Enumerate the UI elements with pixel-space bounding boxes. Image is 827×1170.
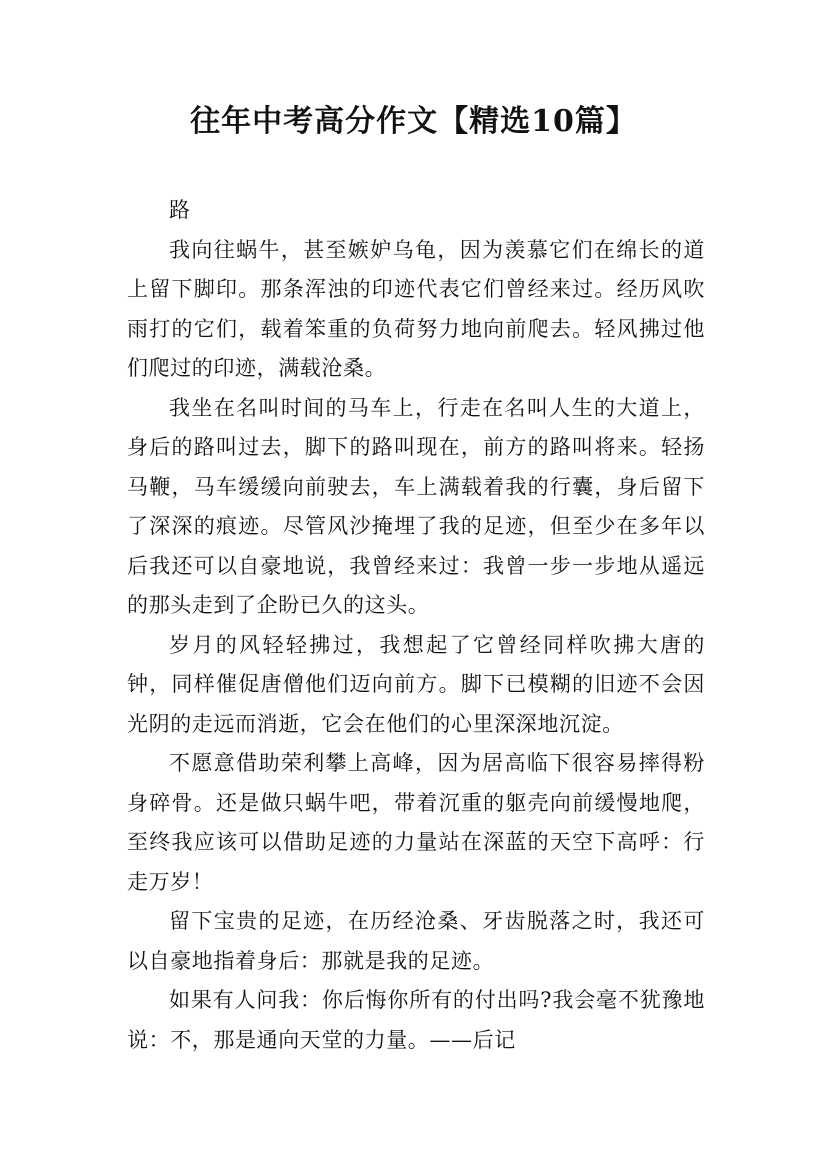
essay-subtitle: 路 [169,198,191,222]
document-title: 往年中考高分作文【精选10篇】 [190,104,637,139]
paragraph: 留下宝贵的足迹，在历经沧桑、牙齿脱落之时，我还可以自豪地指着身后：那就是我的足迹。 [127,909,705,973]
paragraph: 如果有人问我：你后悔你所有的付出吗?我会毫不犹豫地说：不，那是通向天堂的力量。——后记 [127,988,705,1052]
paragraph: 岁月的风轻轻拂过，我想起了它曾经同样吹拂大唐的钟，同样催促唐僧他们迈向前方。脚下已模糊的旧迹不会因光阴的走远而消逝，它会在他们的心里深深地沉淀。 [127,632,705,736]
paragraph: 我坐在名叫时间的马车上，行走在名叫人生的大道上，身后的路叫过去，脚下的路叫现在，前方的路叫将来。轻扬马鞭，马车缓缓向前驶去，车上满载着我的行囊，身后留下了深深的痕迹。尽管风沙掩埋了我的足迹，但至少在多年以后我还可以自豪地说，我曾经来过：我曾一步一步地从遥远的那头走到了企盼已久的这头。 [127,395,705,617]
paragraph: 不愿意借助荣利攀上高峰，因为居高临下很容易摔得粉身碎骨。还是做只蜗牛吧，带着沉重的躯壳向前缓慢地爬，至终我应该可以借助足迹的力量站在深蓝的天空下高呼：行走万岁！ [127,751,705,894]
document-body [127,191,705,1060]
paragraph: 我向往蜗牛，甚至嫉妒乌龟，因为羡慕它们在绵长的道上留下脚印。那条浑浊的印迹代表它们曾经来过。经历风吹雨打的它们，载着笨重的负荷努力地向前爬去。轻风拂过他们爬过的印迹，满载沧桑。 [127,237,705,380]
